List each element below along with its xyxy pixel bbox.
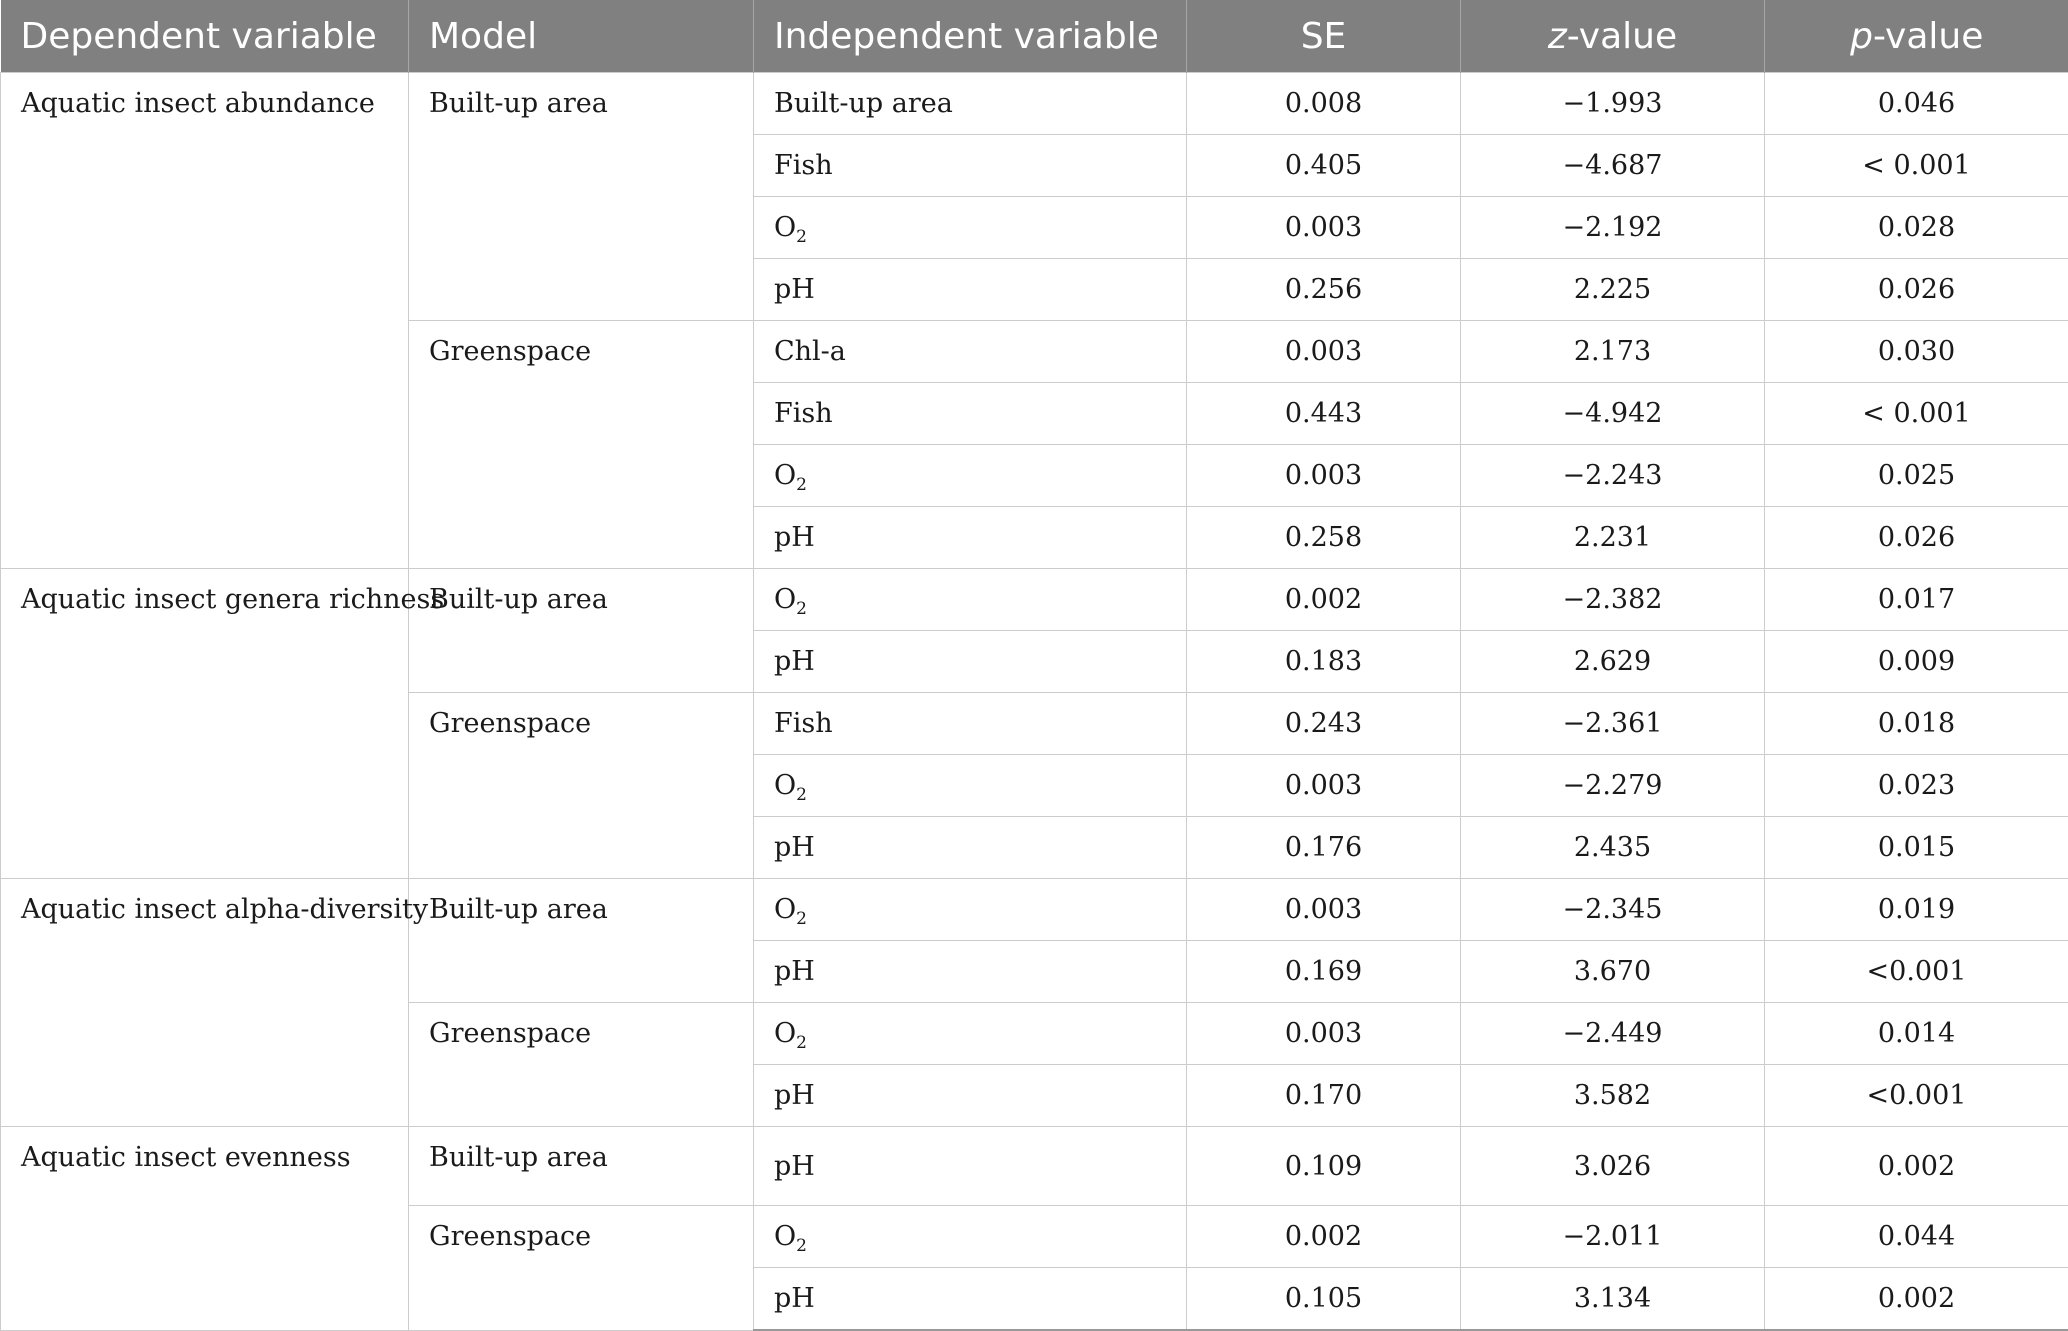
independent-variable-cell: $O_2$	[754, 879, 1187, 941]
se-cell: 0.003	[1187, 1003, 1461, 1065]
z-value-cell: −2.345	[1461, 879, 1765, 941]
z-value-cell: −4.687	[1461, 135, 1765, 197]
header-row	[1, 0, 2068, 73]
se-cell: 0.443	[1187, 383, 1461, 445]
header-z-suffix: -value	[1567, 16, 1677, 57]
table-header	[1, 0, 2068, 73]
se-cell: 0.405	[1187, 135, 1461, 197]
independent-variable-cell: $O_2$	[754, 197, 1187, 259]
header-se: SE	[1187, 0, 1461, 73]
p-value-cell: 0.046	[1765, 73, 2068, 135]
z-value-cell: −2.192	[1461, 197, 1765, 259]
z-value-cell: 3.134	[1461, 1268, 1765, 1331]
p-value-cell: 0.030	[1765, 321, 2068, 383]
se-cell: 0.008	[1187, 73, 1461, 135]
p-value-cell: <0.001	[1765, 941, 2068, 1003]
independent-variable-cell: $O_2$	[754, 569, 1187, 631]
p-value-cell: 0.025	[1765, 445, 2068, 507]
se-cell: 0.003	[1187, 755, 1461, 817]
model-cell: Greenspace	[409, 1003, 754, 1127]
dependent-variable-cell: Aquatic insect alpha-diversity	[1, 879, 409, 1127]
z-value-cell: 3.026	[1461, 1127, 1765, 1206]
independent-variable-cell: $O_2$	[754, 445, 1187, 507]
p-value-cell: 0.028	[1765, 197, 2068, 259]
z-value-cell: −1.993	[1461, 73, 1765, 135]
se-cell: 0.258	[1187, 507, 1461, 569]
p-value-cell: 0.009	[1765, 631, 2068, 693]
p-value-cell: 0.044	[1765, 1206, 2068, 1268]
p-value-cell: <0.001	[1765, 1065, 2068, 1127]
header-independent-variable: Independent variable	[754, 0, 1187, 73]
header-z-value	[1461, 0, 1765, 73]
independent-variable-cell: $O_2$	[754, 755, 1187, 817]
independent-variable-cell: Fish	[754, 693, 1187, 755]
p-value-cell: 0.026	[1765, 507, 2068, 569]
model-cell: Greenspace	[409, 321, 754, 569]
independent-variable-cell: pH	[754, 1065, 1187, 1127]
independent-variable-cell: pH	[754, 1268, 1187, 1331]
independent-variable-cell: Fish	[754, 383, 1187, 445]
header-p-italic: p	[1850, 16, 1873, 57]
model-cell: Built-up area	[409, 569, 754, 693]
se-cell: 0.002	[1187, 569, 1461, 631]
model-cell: Greenspace	[409, 693, 754, 879]
se-cell: 0.183	[1187, 631, 1461, 693]
dependent-variable-cell: Aquatic insect genera richness	[1, 569, 409, 879]
model-cell: Built-up area	[409, 879, 754, 1003]
z-value-cell: −2.279	[1461, 755, 1765, 817]
independent-variable-cell: pH	[754, 631, 1187, 693]
p-value-cell: 0.002	[1765, 1268, 2068, 1331]
se-cell: 0.176	[1187, 817, 1461, 879]
z-value-cell: 2.435	[1461, 817, 1765, 879]
z-value-cell: −2.449	[1461, 1003, 1765, 1065]
se-cell: 0.003	[1187, 197, 1461, 259]
p-value-cell: 0.014	[1765, 1003, 2068, 1065]
independent-variable-cell: Built-up area	[754, 73, 1187, 135]
p-value-cell: 0.015	[1765, 817, 2068, 879]
independent-variable-cell: pH	[754, 259, 1187, 321]
header-p-value	[1765, 0, 2068, 73]
header-model: Model	[409, 0, 754, 73]
z-value-cell: −2.011	[1461, 1206, 1765, 1268]
independent-variable-cell: $O_2$	[754, 1206, 1187, 1268]
model-cell: Built-up area	[409, 1127, 754, 1206]
z-value-cell: 2.173	[1461, 321, 1765, 383]
independent-variable-cell: pH	[754, 817, 1187, 879]
header-dependent-variable: Dependent variable	[1, 0, 409, 73]
dependent-variable-cell: Aquatic insect evenness	[1, 1127, 409, 1331]
independent-variable-cell: pH	[754, 1127, 1187, 1206]
se-cell: 0.003	[1187, 445, 1461, 507]
model-cell: Built-up area	[409, 73, 754, 321]
independent-variable-cell: pH	[754, 941, 1187, 1003]
se-cell: 0.170	[1187, 1065, 1461, 1127]
se-cell: 0.256	[1187, 259, 1461, 321]
table-row	[1, 569, 2068, 631]
header-p-suffix: -value	[1873, 16, 1983, 57]
se-cell: 0.243	[1187, 693, 1461, 755]
se-cell: 0.109	[1187, 1127, 1461, 1206]
p-value-cell: 0.018	[1765, 693, 2068, 755]
se-cell: 0.002	[1187, 1206, 1461, 1268]
table-row	[1, 73, 2068, 135]
z-value-cell: 3.670	[1461, 941, 1765, 1003]
p-value-cell: < 0.001	[1765, 383, 2068, 445]
z-value-cell: 2.629	[1461, 631, 1765, 693]
independent-variable-cell: Chl-a	[754, 321, 1187, 383]
se-cell: 0.105	[1187, 1268, 1461, 1331]
z-value-cell: 2.231	[1461, 507, 1765, 569]
z-value-cell: −2.243	[1461, 445, 1765, 507]
z-value-cell: −2.382	[1461, 569, 1765, 631]
se-cell: 0.003	[1187, 321, 1461, 383]
table-row	[1, 879, 2068, 941]
p-value-cell: 0.023	[1765, 755, 2068, 817]
z-value-cell: 3.582	[1461, 1065, 1765, 1127]
p-value-cell: 0.017	[1765, 569, 2068, 631]
p-value-cell: 0.019	[1765, 879, 2068, 941]
z-value-cell: −2.361	[1461, 693, 1765, 755]
independent-variable-cell: $O_2$	[754, 1003, 1187, 1065]
z-value-cell: 2.225	[1461, 259, 1765, 321]
p-value-cell: 0.002	[1765, 1127, 2068, 1206]
z-value-cell: −4.942	[1461, 383, 1765, 445]
se-cell: 0.003	[1187, 879, 1461, 941]
header-z-italic: z	[1548, 16, 1567, 57]
independent-variable-cell: pH	[754, 507, 1187, 569]
model-cell: Greenspace	[409, 1206, 754, 1331]
p-value-cell: < 0.001	[1765, 135, 2068, 197]
dependent-variable-cell: Aquatic insect abundance	[1, 73, 409, 569]
table-row	[1, 1127, 2068, 1206]
independent-variable-cell: Fish	[754, 135, 1187, 197]
se-cell: 0.169	[1187, 941, 1461, 1003]
p-value-cell: 0.026	[1765, 259, 2068, 321]
table-body	[1, 73, 2068, 1331]
